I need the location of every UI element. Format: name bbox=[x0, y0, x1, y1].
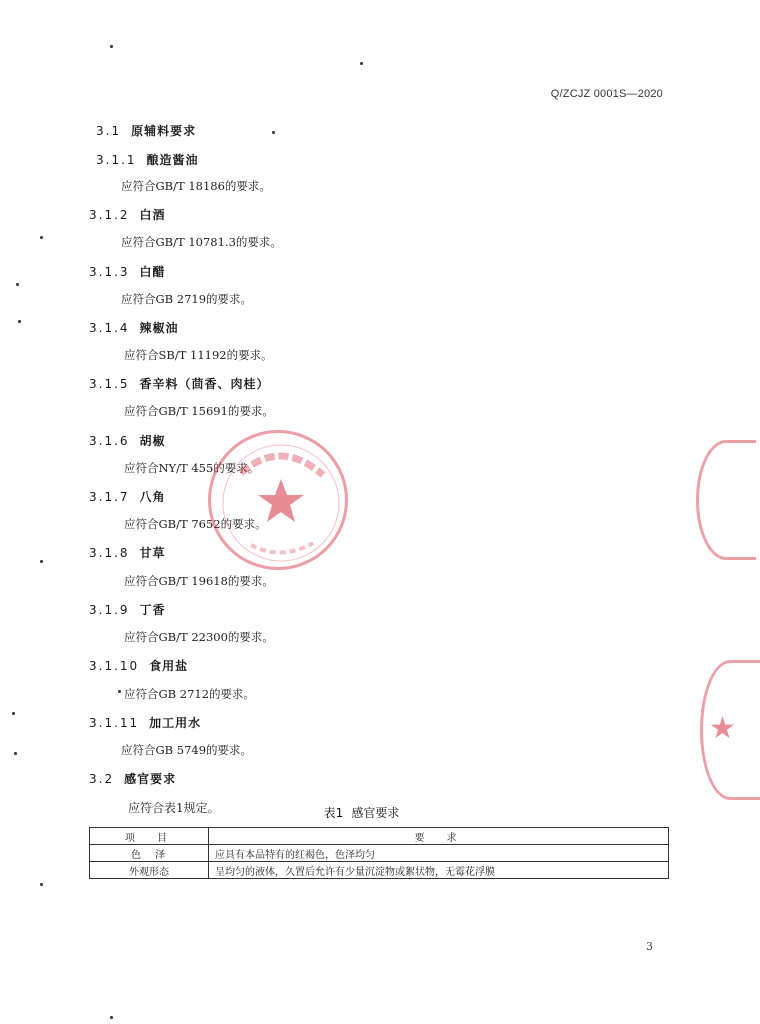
section-body-3-1-7: 应符合GB/T 7652的要求。 bbox=[124, 517, 267, 531]
section-title: 加工用水 bbox=[149, 716, 202, 730]
section-title: 感官要求 bbox=[124, 772, 177, 786]
section-title: 食用盐 bbox=[149, 659, 189, 673]
section-heading-3-2 bbox=[89, 770, 176, 787]
partial-seal-bottom bbox=[700, 660, 760, 800]
scan-speck bbox=[14, 752, 17, 755]
scan-speck bbox=[16, 283, 19, 286]
section-heading-3-1-6 bbox=[89, 432, 166, 449]
table-caption bbox=[0, 804, 723, 821]
section-body-3-1-1: 应符合GB/T 18186的要求。 bbox=[121, 179, 271, 193]
section-heading-3-1-11 bbox=[89, 714, 201, 731]
section-body-3-2: 应符合表1规定。 bbox=[128, 801, 220, 815]
section-heading-3-1-8 bbox=[89, 544, 166, 561]
section-body-3-1-4: 应符合SB/T 11192的要求。 bbox=[124, 348, 273, 362]
section-body-3-1-2: 应符合GB/T 10781.3的要求。 bbox=[121, 235, 282, 249]
section-number: 3.1.11 bbox=[89, 716, 140, 730]
table-cell-item: 色 泽 bbox=[90, 845, 209, 862]
table-cell-item: 外观形态 bbox=[90, 862, 209, 879]
section-title: 甘草 bbox=[139, 546, 166, 560]
page-number: 3 bbox=[646, 940, 653, 953]
table-row bbox=[90, 845, 669, 862]
section-title: 酿造酱油 bbox=[146, 153, 199, 167]
section-heading-3-1-2 bbox=[89, 206, 166, 223]
section-title: 丁香 bbox=[139, 603, 166, 617]
section-heading-3-1-10 bbox=[89, 657, 188, 674]
section-number: 3.1.8 bbox=[89, 546, 130, 560]
table-caption-title: 感官要求 bbox=[351, 806, 400, 820]
scan-speck bbox=[40, 883, 43, 886]
section-number: 3.1 bbox=[96, 124, 122, 138]
section-number: 3.1.1 bbox=[96, 153, 137, 167]
scan-speck bbox=[118, 690, 121, 693]
section-body-3-1-10: 应符合GB 2712的要求。 bbox=[124, 687, 256, 701]
star-icon: ★ bbox=[709, 711, 736, 746]
section-title: 白醋 bbox=[139, 265, 166, 279]
seal-star-icon bbox=[211, 433, 351, 573]
section-number: 3.1.5 bbox=[89, 377, 130, 391]
section-title: 原辅料要求 bbox=[131, 124, 197, 138]
table-caption-label: 表1 bbox=[323, 806, 344, 820]
section-heading-3-1-7 bbox=[89, 488, 166, 505]
scan-speck bbox=[360, 62, 363, 65]
scan-speck bbox=[110, 45, 113, 48]
section-heading-3-1-4 bbox=[89, 319, 179, 336]
scan-speck bbox=[110, 1016, 113, 1019]
scan-speck bbox=[40, 560, 43, 563]
section-body-3-1-8: 应符合GB/T 19618的要求。 bbox=[124, 574, 274, 588]
section-heading-3-1-5 bbox=[89, 375, 270, 392]
section-title: 胡椒 bbox=[139, 434, 166, 448]
document-code: Q/ZCJZ 0001S—2020 bbox=[550, 88, 663, 100]
scan-speck bbox=[18, 320, 21, 323]
table-header-requirement: 要 求 bbox=[209, 828, 669, 845]
section-heading-3-1-1 bbox=[96, 151, 199, 168]
section-body-3-1-5: 应符合GB/T 15691的要求。 bbox=[124, 404, 274, 418]
table-header-row bbox=[90, 828, 669, 845]
section-number: 3.2 bbox=[89, 772, 115, 786]
section-number: 3.1.7 bbox=[89, 490, 130, 504]
scan-speck bbox=[40, 236, 43, 239]
section-number: 3.1.9 bbox=[89, 603, 130, 617]
section-body-3-1-11: 应符合GB 5749的要求。 bbox=[121, 743, 253, 757]
section-title: 白酒 bbox=[139, 208, 166, 222]
partial-seal-top bbox=[696, 440, 756, 560]
section-number: 3.1.4 bbox=[89, 321, 130, 335]
section-number: 3.1.6 bbox=[89, 434, 130, 448]
section-number: 3.1.10 bbox=[89, 659, 140, 673]
section-heading-3-1 bbox=[96, 122, 196, 139]
scan-speck bbox=[12, 712, 15, 715]
section-number: 3.1.2 bbox=[89, 208, 130, 222]
section-title: 香辛料（茴香、肉桂） bbox=[139, 377, 270, 391]
company-seal bbox=[208, 430, 348, 570]
sensory-requirements-table bbox=[89, 827, 669, 879]
scan-speck bbox=[272, 131, 275, 134]
section-body-3-1-9: 应符合GB/T 22300的要求。 bbox=[124, 630, 274, 644]
section-number: 3.1.3 bbox=[89, 265, 130, 279]
table-cell-requirement: 应具有本品特有的红褐色，色泽均匀 bbox=[209, 845, 669, 862]
table-cell-requirement: 呈均匀的液体，久置后允许有少量沉淀物或絮状物，无霉花浮膜 bbox=[209, 862, 669, 879]
section-title: 八角 bbox=[139, 490, 166, 504]
section-body-3-1-3: 应符合GB 2719的要求。 bbox=[121, 292, 253, 306]
table-row bbox=[90, 862, 669, 879]
section-heading-3-1-3 bbox=[89, 263, 166, 280]
table-header-item: 项 目 bbox=[90, 828, 209, 845]
section-heading-3-1-9 bbox=[89, 601, 166, 618]
section-body-3-1-6: 应符合NY/T 455的要求。 bbox=[124, 461, 260, 475]
section-title: 辣椒油 bbox=[139, 321, 179, 335]
